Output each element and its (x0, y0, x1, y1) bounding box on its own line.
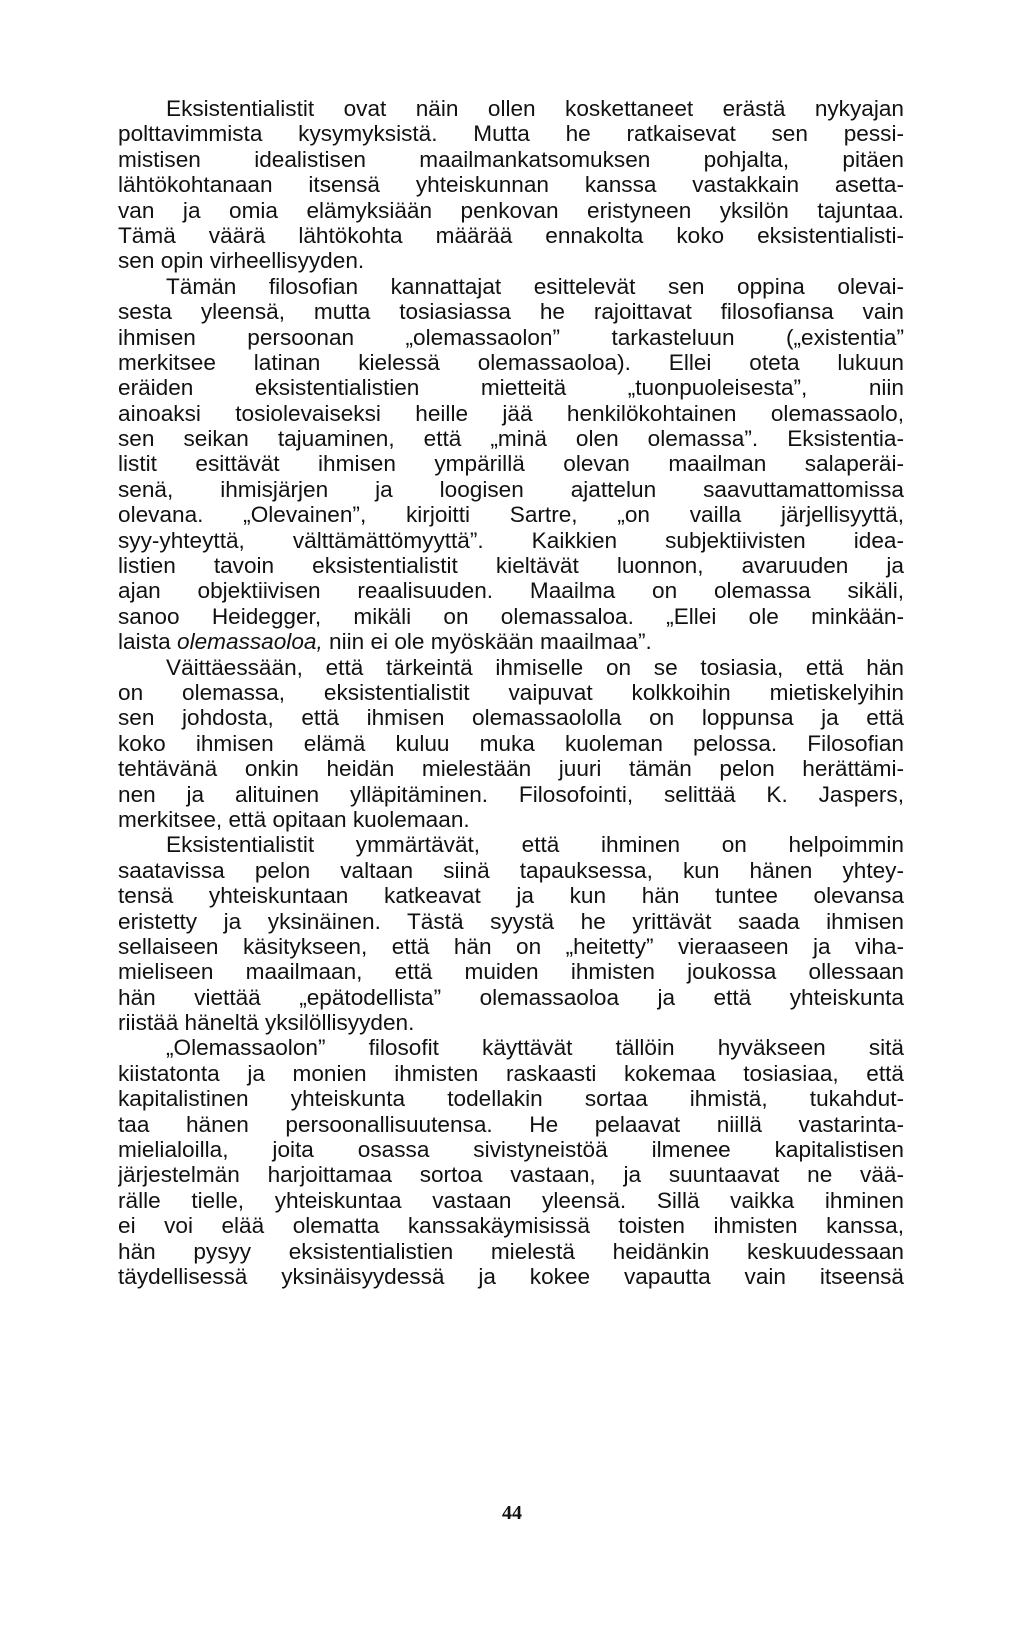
text-line: kapitalistinen yhteiskunta todellakin sortaa ihmistä, tukahdut- (118, 1086, 904, 1112)
text-line: merkitsee, että opitaan kuolemaan. (118, 806, 470, 832)
text-line: Eksistentialistit ymmärtävät, että ihminen on helpoimmin (166, 832, 904, 858)
text-line: listit esittävät ihmisen ympärillä olevan maailman salaperäi- (118, 451, 904, 477)
text-line: mieliseen maailmaan, että muiden ihmisten joukossa ollessaan (118, 959, 904, 985)
text-line: rälle tielle, yhteiskuntaa vastaan yleensä. Sillä vaikka ihminen (118, 1187, 904, 1213)
text-line: listien tavoin eksistentialistit kieltävät luonnon, avaruuden ja (118, 553, 904, 579)
text-line: Tämä väärä lähtökohta määrää ennakolta koko eksistentialisti- (118, 222, 904, 248)
text-line: sellaiseen käsitykseen, että hän on „heitetty” vieraaseen ja viha- (118, 933, 904, 959)
text-line: laista olemassaoloa, niin ei ole myöskään maailmaa”. (118, 629, 652, 655)
text-line: sanoo Heidegger, mikäli on olemassaloa. „Ellei ole minkään- (118, 603, 904, 629)
text-line: hän pysyy eksistentialistien mielestä heidänkin keskuudessaan (118, 1238, 904, 1264)
text-line: sesta yleensä, mutta tosiasiassa he rajoittavat filosofiansa vain (118, 299, 904, 325)
text-line: ihmisen persoonan „olemassaolon” tarkasteluun („existentia” (118, 324, 904, 350)
text-line: ainoaksi tosiolevaiseksi heille jää henkilökohtainen olemassaolo, (118, 400, 904, 426)
text-line: eräiden eksistentialistien mietteitä „tuonpuoleisesta”, niin (118, 375, 904, 401)
text-line: mistisen idealistisen maailmankatsomuksen pohjalta, pitäen (118, 146, 904, 172)
text-line: järjestelmän harjoittamaa sortoa vastaan, ja suuntaavat ne vää- (118, 1162, 904, 1188)
text-line: senä, ihmisjärjen ja loogisen ajattelun saavuttamattomissa (118, 476, 904, 502)
text-line: van ja omia elämyksiään penkovan eristyneen yksilön tajuntaa. (118, 197, 904, 223)
text-line: täydellisessä yksinäisyydessä ja kokee vapautta vain itseensä (118, 1263, 904, 1289)
text-line: kiistatonta ja monien ihmisten raskaasti kokemaa tosiasiaa, että (118, 1060, 904, 1086)
text-line: sen seikan tajuaminen, että „minä olen olemassa”. Eksistentia- (118, 426, 904, 452)
text-line: ajan objektiivisen reaalisuuden. Maailma on olemassa sikäli, (118, 578, 904, 604)
text-line: Väittäessään, että tärkeintä ihmiselle on se tosiasia, että hän (166, 654, 904, 680)
text-line: sen opin virheellisyyden. (118, 248, 365, 274)
text-line: on olemassa, eksistentialistit vaipuvat kolkkoihin mietiskelyihin (118, 679, 904, 705)
text-line: lähtökohtanaan itsensä yhteiskunnan kanssa vastakkain asetta- (118, 172, 904, 198)
text-line: syy-yhteyttä, välttämättömyyttä”. Kaikkien subjektiivisten idea- (118, 527, 904, 553)
text-line: „Olemassaolon” filosofit käyttävät tällöin hyväkseen sitä (166, 1035, 904, 1061)
text-line: hän viettää „epätodellista” olemassaoloa ja että yhteiskunta (118, 984, 904, 1010)
text-line: riistää häneltä yksilöllisyyden. (118, 1010, 415, 1036)
text-line: sen johdosta, että ihmisen olemassaololla on loppunsa ja että (118, 705, 904, 731)
text-line: eristetty ja yksinäinen. Tästä syystä he yrittävät saada ihmisen (118, 908, 904, 934)
text-line: tehtävänä onkin heidän mielestään juuri tämän pelon herättämi- (118, 756, 904, 782)
text-line: Tämän filosofian kannattajat esittelevät sen oppina olevai- (166, 273, 904, 299)
text-line: olevana. „Olevainen”, kirjoitti Sartre, „on vailla järjellisyyttä, (118, 502, 904, 528)
text-line: saatavissa pelon valtaan siinä tapauksessa, kun hänen yhtey- (118, 857, 904, 883)
emphasis: olemassaoloa, (177, 629, 323, 655)
text-line: koko ihmisen elämä kuluu muka kuoleman pelossa. Filosofian (118, 730, 904, 756)
text-line: taa hänen persoonallisuutensa. He pelaavat niillä vastarinta- (118, 1111, 904, 1137)
text-line: Eksistentialistit ovat näin ollen koskettaneet erästä nykyajan (166, 96, 904, 121)
body-text (118, 96, 904, 1289)
text-line: ei voi elää olematta kanssakäymisissä toisten ihmisten kanssa, (118, 1213, 904, 1239)
page-body (118, 96, 904, 1289)
text-line: merkitsee latinan kielessä olemassaoloa). Ellei oteta lukuun (118, 349, 904, 375)
page-number: 44 (502, 1502, 522, 1524)
text-line: mielialoilla, joita osassa sivistyneistöä ilmenee kapitalistisen (118, 1137, 904, 1163)
text-line: nen ja alituinen ylläpitäminen. Filosofointi, selittää K. Jaspers, (118, 781, 904, 807)
text-line: tensä yhteiskuntaan katkeavat ja kun hän tuntee olevansa (118, 883, 904, 909)
text-line: polttavimmista kysymyksistä. Mutta he ratkaisevat sen pessi- (118, 121, 904, 147)
